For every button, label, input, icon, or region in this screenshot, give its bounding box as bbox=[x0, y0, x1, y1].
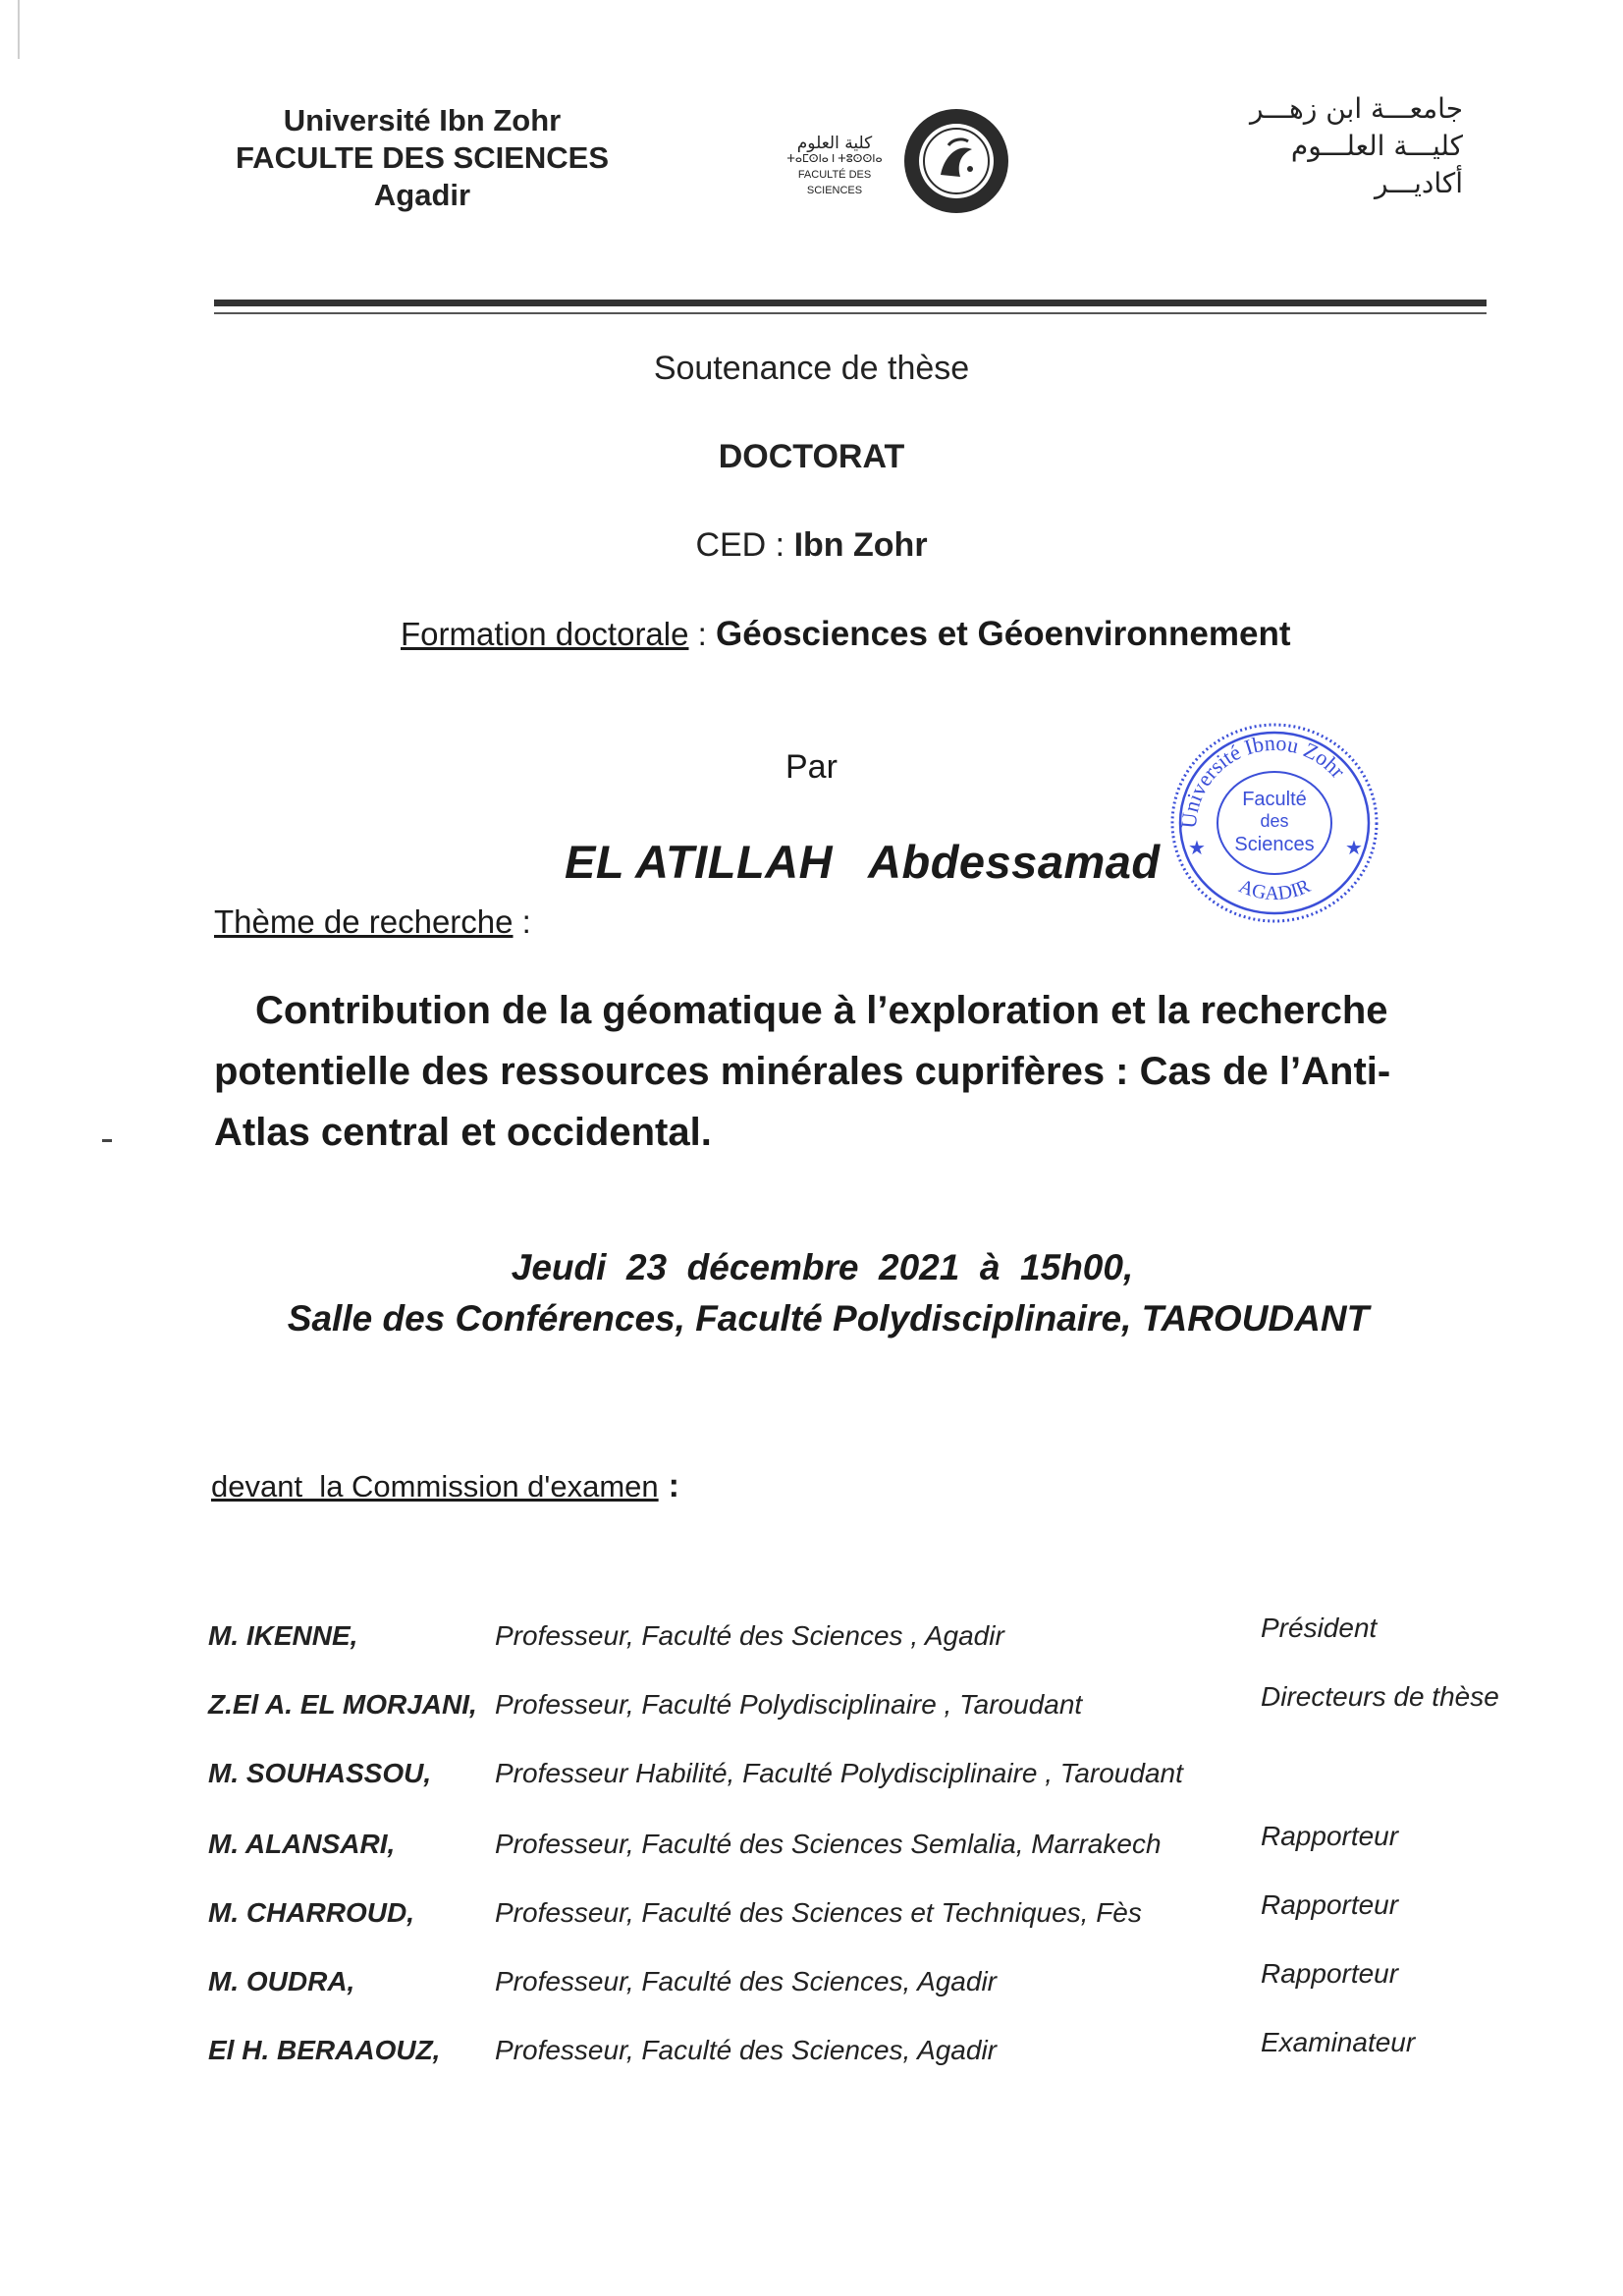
ced-line bbox=[0, 526, 1623, 565]
university-name: Université Ibn Zohr bbox=[283, 103, 562, 137]
university-seal-icon bbox=[901, 106, 1011, 216]
par-label: Par bbox=[785, 748, 838, 786]
jury-row bbox=[0, 1958, 1623, 2009]
city-name-ar: أكاديـــر bbox=[1375, 167, 1463, 199]
city-name: Agadir bbox=[373, 178, 471, 212]
jury-name: M. ALANSARI, bbox=[208, 1829, 396, 1859]
jury-affiliation: Professeur Habilité, Faculté Polydisciplinaire , Taroudant bbox=[495, 1758, 1183, 1788]
stamp-center-line2: des bbox=[1260, 811, 1289, 831]
jury-affiliation: Professeur, Faculté des Sciences , Agadir bbox=[495, 1620, 1004, 1651]
logo-tifinagh-text: ⵜⴰⵎⵙⵏⴰ ⵏ ⵜⵓⵙⵙⵏⴰ bbox=[786, 153, 883, 165]
jury-row bbox=[0, 1681, 1623, 1732]
scan-edge-line bbox=[18, 0, 20, 59]
commission-heading bbox=[211, 1467, 679, 1505]
thesis-title-line3: Atlas central et occidental. bbox=[214, 1111, 712, 1154]
jury-role: Président bbox=[1261, 1613, 1378, 1643]
margin-mark bbox=[102, 1139, 112, 1142]
theme-separator: : bbox=[513, 903, 531, 940]
stamp-center-line1: Faculté bbox=[1242, 789, 1307, 810]
thesis-title-line2: potentielle des ressources minérales cuprifères : Cas de l’Anti- bbox=[214, 1050, 1391, 1093]
jury-row bbox=[0, 1821, 1623, 1872]
university-header-fr bbox=[167, 102, 677, 214]
theme-label: Thème de recherche bbox=[214, 903, 514, 940]
jury-name: Z.El A. EL MORJANI, bbox=[208, 1689, 477, 1720]
jury-name: M. SOUHASSOU, bbox=[208, 1758, 432, 1788]
stamp-center-line3: Sciences bbox=[1234, 834, 1315, 855]
formation-label: Formation doctorale bbox=[401, 616, 689, 652]
thesis-title bbox=[214, 980, 1451, 1163]
author-name bbox=[565, 835, 1161, 889]
commission-label: devant la Commission d'examen bbox=[211, 1469, 659, 1503]
theme-line bbox=[214, 903, 531, 941]
stamp-star-left-icon: ★ bbox=[1188, 838, 1206, 859]
ced-value: Ibn Zohr bbox=[793, 526, 928, 564]
jury-affiliation: Professeur, Faculté Polydisciplinaire , Taroudant bbox=[495, 1689, 1083, 1720]
formation-line bbox=[401, 615, 1290, 654]
jury-row bbox=[0, 1758, 1623, 1801]
jury-affiliation: Professeur, Faculté des Sciences Semlalia, Marrakech bbox=[495, 1829, 1162, 1859]
jury-role: Examinateur bbox=[1261, 2027, 1416, 2057]
university-header-ar bbox=[1208, 90, 1463, 202]
logo-wordmark bbox=[776, 136, 893, 198]
faculty-name-ar: كليـــة العلـــوم bbox=[1290, 130, 1463, 162]
jury-name: M. OUDRA, bbox=[208, 1966, 355, 1996]
formation-separator: : bbox=[688, 616, 716, 652]
university-name-ar: جامعـــة ابن زهـــر bbox=[1250, 92, 1463, 125]
event-type: Soutenance de thèse bbox=[653, 350, 970, 387]
jury-role: Rapporteur bbox=[1261, 1889, 1399, 1920]
stamp-star-right-icon: ★ bbox=[1345, 838, 1363, 859]
jury-role: Rapporteur bbox=[1261, 1958, 1399, 1989]
jury-name: M. CHARROUD, bbox=[208, 1897, 414, 1928]
faculty-logo bbox=[776, 106, 1031, 244]
faculty-name: FACULTE DES SCIENCES bbox=[235, 140, 610, 175]
author-last-name: EL ATILLAH bbox=[565, 836, 834, 888]
ced-label: CED : bbox=[695, 526, 794, 564]
jury-name: M. IKENNE, bbox=[208, 1620, 358, 1651]
stamp-ring-textpath: Université Ibnou Zohr bbox=[1175, 730, 1351, 830]
stamp-bottom-textpath: AGADIR bbox=[1235, 875, 1314, 905]
header-divider-thin bbox=[214, 312, 1487, 314]
degree-title: DOCTORAT bbox=[718, 438, 905, 475]
jury-affiliation: Professeur, Faculté des Sciences et Techniques, Fès bbox=[495, 1897, 1142, 1928]
jury-role: Directeurs de thèse bbox=[1261, 1681, 1499, 1712]
commission-colon: : bbox=[668, 1467, 679, 1504]
logo-arabic-text: كلية العلوم bbox=[796, 134, 873, 153]
jury-row bbox=[0, 2027, 1623, 2078]
jury-affiliation: Professeur, Faculté des Sciences, Agadir bbox=[495, 2035, 997, 2065]
defense-place: Salle des Conférences, Faculté Polydisciplinaire, TAROUDANT bbox=[287, 1298, 1370, 1339]
author-first-name: Abdessamad bbox=[868, 836, 1161, 888]
jury-name: El H. BERAAOUZ, bbox=[208, 2035, 441, 2065]
header-divider bbox=[214, 300, 1487, 306]
formation-value: Géosciences et Géoenvironnement bbox=[716, 615, 1291, 653]
defense-date: Jeudi 23 décembre 2021 à 15h00, bbox=[511, 1247, 1134, 1287]
jury-affiliation: Professeur, Faculté des Sciences, Agadir bbox=[495, 1966, 997, 1996]
jury-row bbox=[0, 1613, 1623, 1664]
jury-row bbox=[0, 1889, 1623, 1941]
logo-french-text: FACULTÉ DES SCIENCES bbox=[797, 169, 872, 196]
jury-role: Rapporteur bbox=[1261, 1821, 1399, 1851]
thesis-title-line1: Contribution de la géomatique à l’exploration et la recherche bbox=[255, 989, 1388, 1032]
faculty-stamp-icon bbox=[1166, 713, 1382, 929]
stamp-bottom-text bbox=[1236, 875, 1315, 904]
